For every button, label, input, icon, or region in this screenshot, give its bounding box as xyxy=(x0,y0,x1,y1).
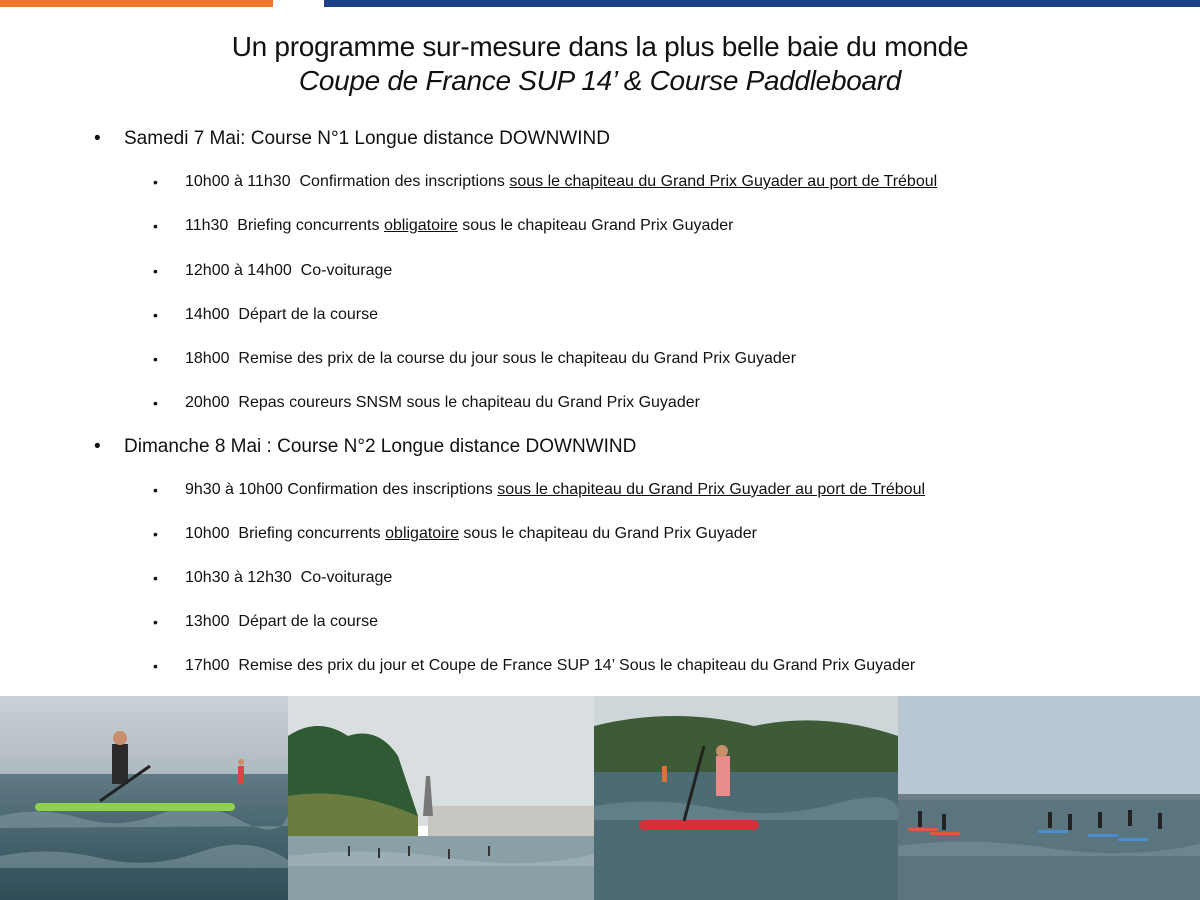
bullet-icon: • xyxy=(94,128,101,149)
day2-item-1 xyxy=(0,523,1200,545)
item-underlined: sous le chapiteau du Grand Prix Guyader au port de Tréboul xyxy=(509,173,938,190)
item-text: Confirmation des inscriptions xyxy=(287,481,493,498)
list-item xyxy=(185,523,757,545)
bullet-icon: • xyxy=(153,174,158,190)
bullet-icon: • xyxy=(153,263,158,279)
item-underlined: obligatoire xyxy=(385,525,459,542)
item-text: Remise des prix de la course du jour sous le chapiteau du Grand Prix Guyader xyxy=(238,350,797,367)
day1-section xyxy=(0,127,1200,151)
day1-heading: Samedi 7 Mai: Course N°1 Longue distance DOWNWIND xyxy=(124,128,610,149)
item-text: Remise des prix du jour et Coupe de France SUP 14’ Sous le chapiteau du Grand Prix Guyader xyxy=(238,657,916,674)
page-subtitle: Coupe de France SUP 14’ & Course Paddleboard xyxy=(298,65,902,96)
bullet-icon: • xyxy=(153,395,158,411)
list-item xyxy=(185,348,796,370)
list-item xyxy=(185,611,378,633)
item-time: 11h30 xyxy=(185,217,229,234)
title-block xyxy=(0,30,1200,98)
list-item xyxy=(185,215,734,237)
day1-item-2 xyxy=(0,260,1200,282)
item-time: 13h00 xyxy=(185,613,230,630)
day2-item-4 xyxy=(0,655,1200,677)
paddleboarder-photo xyxy=(0,696,288,900)
item-text: Départ de la course xyxy=(238,613,379,630)
photo-strip xyxy=(0,696,1200,900)
day1-item-5 xyxy=(0,392,1200,414)
bullet-icon: • xyxy=(153,482,158,498)
item-text: Repas coureurs SNSM sous le chapiteau du Grand Prix Guyader xyxy=(238,394,700,411)
item-time: 14h00 xyxy=(185,306,230,323)
day1-item-4 xyxy=(0,348,1200,370)
bullet-icon: • xyxy=(153,658,158,674)
bullet-icon: • xyxy=(153,218,158,234)
day2-heading: Dimanche 8 Mai : Course N°2 Longue distance DOWNWIND xyxy=(124,436,637,457)
bay-town-photo xyxy=(288,696,594,900)
day1-item-1 xyxy=(0,215,1200,237)
item-underlined: sous le chapiteau du Grand Prix Guyader au port de Tréboul xyxy=(497,481,926,498)
list-item xyxy=(185,392,700,414)
item-time: 17h00 xyxy=(185,657,230,674)
day1-item-3 xyxy=(0,304,1200,326)
bullet-icon: • xyxy=(153,570,158,586)
item-time: 18h00 xyxy=(185,350,230,367)
paddleboarder-red-board-photo xyxy=(594,696,898,900)
item-time: 20h00 xyxy=(185,394,230,411)
item-text: Co-voiturage xyxy=(300,569,393,586)
item-text: Confirmation des inscriptions xyxy=(299,173,505,190)
bullet-icon: • xyxy=(153,351,158,367)
paddleboard-race-photo xyxy=(898,696,1200,900)
day1-heading-row xyxy=(0,127,1200,151)
list-item xyxy=(185,171,937,193)
item-text: Départ de la course xyxy=(238,306,379,323)
item-underlined: obligatoire xyxy=(383,217,458,234)
list-item xyxy=(185,304,378,326)
bullet-icon: • xyxy=(153,307,158,323)
day2-item-3 xyxy=(0,611,1200,633)
item-after: sous le chapiteau du Grand Prix Guyader xyxy=(463,525,757,542)
item-time: 10h00 à 11h30 xyxy=(185,173,291,190)
list-item xyxy=(185,655,915,677)
item-text: Briefing concurrents xyxy=(237,217,380,234)
day1-item-0 xyxy=(0,171,1200,193)
item-time: 9h30 à 10h00 xyxy=(185,481,283,498)
item-text: Co-voiturage xyxy=(300,262,393,279)
day2-section xyxy=(0,435,1200,459)
bullet-icon: • xyxy=(94,436,101,457)
top-bar-blue xyxy=(324,0,1200,7)
bullet-icon: • xyxy=(153,614,158,630)
item-time: 12h00 à 14h00 xyxy=(185,262,292,279)
day2-item-0 xyxy=(0,479,1200,501)
bullet-icon: • xyxy=(153,526,158,542)
list-item xyxy=(185,567,392,589)
page-title: Un programme sur-mesure dans la plus belle baie du monde xyxy=(231,31,969,62)
item-time: 10h30 à 12h30 xyxy=(185,569,292,586)
day2-item-2 xyxy=(0,567,1200,589)
top-bar-orange xyxy=(0,0,273,7)
item-time: 10h00 xyxy=(185,525,230,542)
item-text: Briefing concurrents xyxy=(238,525,381,542)
day2-heading-row xyxy=(0,435,1200,459)
item-after: sous le chapiteau Grand Prix Guyader xyxy=(462,217,734,234)
list-item xyxy=(185,260,392,282)
list-item xyxy=(185,479,925,501)
